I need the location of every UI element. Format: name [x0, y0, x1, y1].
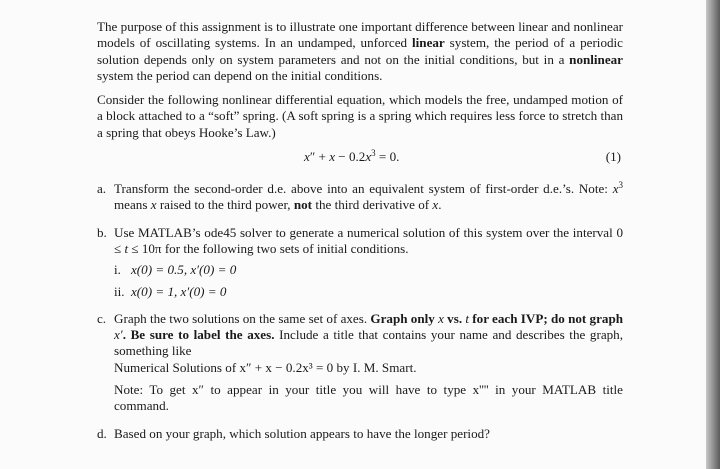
- intro-paragraph-1: The purpose of this assignment is to illustrate one important difference between linear and nonlinear models of oscillating systems. In an undamped, unforced linear system, the period of a periodic solution depends only on system parameters and not on the initial conditions, but in a nonlinear system the period can depend on the initial conditions.: [97, 19, 623, 83]
- assignment-text: [97, 19, 623, 453]
- equation-number: (1): [605, 149, 621, 165]
- item-a-text: Transform the second-order d.e. above into an equivalent system of first-order d.e.’s. Note: $x^3$ means x raised to the third power, not the third derivative of x.: [114, 180, 623, 213]
- item-d-letter: d.: [97, 425, 107, 441]
- item-d: [97, 426, 623, 442]
- equation-1: [97, 149, 623, 169]
- item-a: [97, 181, 623, 214]
- equation-body: $x'' + x - 0.2x^3 = 0$.: [304, 148, 400, 165]
- page-edge-shadow: [706, 0, 720, 469]
- intro-paragraph-2: Consider the following nonlinear differential equation, which models the free, undamped motion of a block attached to a “soft” spring. (A soft spring is a spring which requires less force to stretch than a spring that obeys Hooke’s Law.): [97, 92, 623, 140]
- item-d-text: Based on your graph, which solution appears to have the longer period?: [114, 425, 490, 441]
- matlab-note: Note: To get x″ to appear in your title you will have to type x'''' in your MATLAB title command.: [114, 382, 623, 414]
- item-b-letter: b.: [97, 224, 107, 240]
- item-a-letter: a.: [97, 181, 107, 197]
- bold-nonlinear: nonlinear: [569, 51, 623, 67]
- bold-linear: linear: [412, 35, 445, 51]
- initial-condition-2: ii. x(0) = 1, x′(0) = 0: [114, 283, 227, 299]
- item-c-letter: c.: [97, 310, 107, 326]
- example-title: Numerical Solutions of x″ + x − 0.2x³ = 0 by I. M. Smart.: [114, 359, 417, 375]
- item-b: [97, 225, 623, 300]
- item-c-text: Graph the two solutions on the same set of axes. Graph only x vs. t for each IVP; do not graph x′. Be sure to label the axes. Include a title that contains your name and describes the graph, something like: [114, 310, 624, 359]
- item-b-text: Use MATLAB’s ode45 solver to generate a numerical solution of this system over the interval 0 ≤ t ≤ 10π for the following two sets of initial conditions.: [114, 224, 623, 256]
- initial-condition-1: i. x(0) = 0.5, x′(0) = 0: [114, 262, 237, 278]
- item-c: [97, 311, 623, 415]
